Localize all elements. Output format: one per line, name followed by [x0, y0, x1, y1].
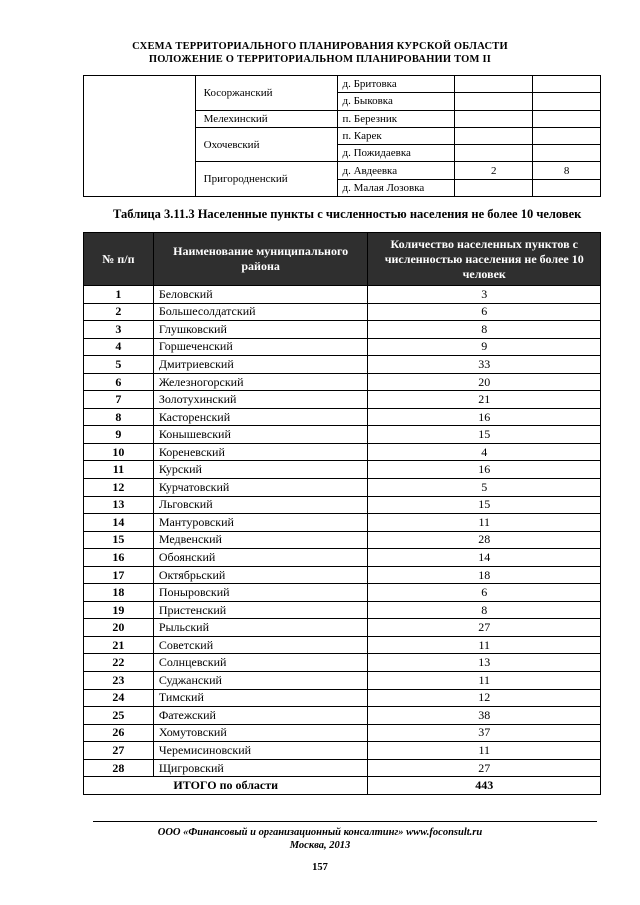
- row-district: Медвенский: [153, 531, 368, 549]
- district-name: Охочевский: [195, 127, 337, 162]
- row-count: 4: [368, 443, 601, 461]
- table-row: [84, 531, 601, 549]
- document-footer: [0, 826, 640, 852]
- table-row: [84, 549, 601, 567]
- row-count: 5: [368, 479, 601, 497]
- table-row: [84, 566, 601, 584]
- header-district: Наименование муниципального района: [153, 233, 368, 286]
- table-row: [84, 426, 601, 444]
- row-district: Дмитриевский: [153, 356, 368, 374]
- row-number: 3: [84, 321, 154, 339]
- village-count-2: 8: [533, 162, 601, 179]
- village-name: п. Березник: [337, 110, 455, 127]
- table-row: [84, 584, 601, 602]
- row-count: 11: [368, 636, 601, 654]
- row-district: Льговский: [153, 496, 368, 514]
- table-row: [84, 636, 601, 654]
- row-district: Фатежский: [153, 707, 368, 725]
- table-caption: Таблица 3.11.3 Населенные пункты с численностью населения не более 10 человек: [113, 207, 582, 221]
- row-count: 37: [368, 724, 601, 742]
- row-count: 21: [368, 391, 601, 409]
- table-row: [84, 742, 601, 760]
- settlements-continuation-table: [83, 75, 601, 197]
- row-district: Октябрьский: [153, 566, 368, 584]
- footer-line-2: Москва, 2013: [289, 840, 351, 851]
- village-count-1: [455, 110, 533, 127]
- village-count-1: [455, 145, 533, 162]
- row-district: Обоянский: [153, 549, 368, 567]
- table-row: [84, 408, 601, 426]
- table-row: [84, 373, 601, 391]
- row-number: 14: [84, 514, 154, 532]
- row-number: 7: [84, 391, 154, 409]
- row-district: Золотухинский: [153, 391, 368, 409]
- row-district: Курчатовский: [153, 479, 368, 497]
- total-label: ИТОГО по области: [84, 777, 368, 795]
- document-header: [0, 40, 640, 66]
- page-number: 157: [312, 862, 328, 873]
- row-count: 16: [368, 408, 601, 426]
- row-district: Большесолдатский: [153, 303, 368, 321]
- row-count: 27: [368, 759, 601, 777]
- village-name: д. Быковка: [337, 93, 455, 110]
- row-district: Глушковский: [153, 321, 368, 339]
- table-row: [84, 689, 601, 707]
- table-row: [84, 286, 601, 304]
- header-row: [84, 233, 601, 286]
- village-count-1: [455, 93, 533, 110]
- row-number: 9: [84, 426, 154, 444]
- row-district: Конышевский: [153, 426, 368, 444]
- table-row: [84, 338, 601, 356]
- header-count: Количество населенных пунктов с численностью населения не более 10 человек: [368, 233, 601, 286]
- row-district: Железногорский: [153, 373, 368, 391]
- row-number: 19: [84, 601, 154, 619]
- row-number: 4: [84, 338, 154, 356]
- table-row: [84, 496, 601, 514]
- row-count: 15: [368, 496, 601, 514]
- village-name: п. Карек: [337, 127, 455, 144]
- table-row: [84, 654, 601, 672]
- row-count: 18: [368, 566, 601, 584]
- row-number: 15: [84, 531, 154, 549]
- header-line-2: ПОЛОЖЕНИЕ О ТЕРРИТОРИАЛЬНОМ ПЛАНИРОВАНИИ ТОМ II: [148, 54, 492, 65]
- village-count-1: 2: [455, 162, 533, 179]
- footer-line-1: ООО «Финансовый и организационный консалтинг» www.foconsult.ru: [157, 827, 483, 838]
- row-number: 11: [84, 461, 154, 479]
- row-number: 10: [84, 443, 154, 461]
- table-row: [84, 514, 601, 532]
- village-count-1: [455, 76, 533, 93]
- table-row: [84, 724, 601, 742]
- table-row: [84, 443, 601, 461]
- table-row: [84, 356, 601, 374]
- row-count: 38: [368, 707, 601, 725]
- row-district: Мантуровский: [153, 514, 368, 532]
- row-district: Щигровский: [153, 759, 368, 777]
- row-number: 6: [84, 373, 154, 391]
- row-count: 6: [368, 303, 601, 321]
- village-count-1: [455, 179, 533, 196]
- row-number: 22: [84, 654, 154, 672]
- district-name: Пригородненский: [195, 162, 337, 197]
- row-district: Солнцевский: [153, 654, 368, 672]
- row-count: 20: [368, 373, 601, 391]
- row-number: 1: [84, 286, 154, 304]
- village-name: д. Малая Лозовка: [337, 179, 455, 196]
- table-row: [84, 619, 601, 637]
- footer-divider: [93, 821, 597, 822]
- village-count-2: [533, 145, 601, 162]
- row-count: 15: [368, 426, 601, 444]
- table-row: [84, 461, 601, 479]
- row-count: 9: [368, 338, 601, 356]
- row-count: 11: [368, 514, 601, 532]
- row-district: Горшеченский: [153, 338, 368, 356]
- row-count: 8: [368, 321, 601, 339]
- table-row: [84, 321, 601, 339]
- row-count: 11: [368, 672, 601, 690]
- row-number: 21: [84, 636, 154, 654]
- row-count: 12: [368, 689, 601, 707]
- table-row: [84, 672, 601, 690]
- row-number: 12: [84, 479, 154, 497]
- row-district: Суджанский: [153, 672, 368, 690]
- total-value: 443: [368, 777, 601, 795]
- row-count: 14: [368, 549, 601, 567]
- row-number: 28: [84, 759, 154, 777]
- row-district: Тимский: [153, 689, 368, 707]
- row-number: 16: [84, 549, 154, 567]
- table-row: [84, 479, 601, 497]
- table-row: [84, 707, 601, 725]
- row-count: 33: [368, 356, 601, 374]
- district-name: Мелехинский: [195, 110, 337, 127]
- row-district: Курский: [153, 461, 368, 479]
- village-count-2: [533, 76, 601, 93]
- row-district: Хомутовский: [153, 724, 368, 742]
- village-count-2: [533, 110, 601, 127]
- row-number: 20: [84, 619, 154, 637]
- row-number: 24: [84, 689, 154, 707]
- row-number: 27: [84, 742, 154, 760]
- row-number: 17: [84, 566, 154, 584]
- village-count-1: [455, 127, 533, 144]
- row-district: Кореневский: [153, 443, 368, 461]
- blank-cell: [84, 76, 196, 197]
- row-number: 2: [84, 303, 154, 321]
- row-district: Беловский: [153, 286, 368, 304]
- row-count: 27: [368, 619, 601, 637]
- row-district: Пристенский: [153, 601, 368, 619]
- row-number: 18: [84, 584, 154, 602]
- table-row: [84, 303, 601, 321]
- row-count: 8: [368, 601, 601, 619]
- row-count: 11: [368, 742, 601, 760]
- row-count: 3: [368, 286, 601, 304]
- village-name: д. Авдеевка: [337, 162, 455, 179]
- row-count: 16: [368, 461, 601, 479]
- row-district: Рыльский: [153, 619, 368, 637]
- table-row: [84, 759, 601, 777]
- top-table-row: [84, 76, 601, 93]
- table-row: [84, 601, 601, 619]
- district-name: Косоржанский: [195, 76, 337, 111]
- header-num: № п/п: [84, 233, 154, 286]
- row-district: Касторенский: [153, 408, 368, 426]
- row-count: 28: [368, 531, 601, 549]
- row-number: 13: [84, 496, 154, 514]
- row-district: Советский: [153, 636, 368, 654]
- row-count: 13: [368, 654, 601, 672]
- settlements-table: [83, 232, 601, 795]
- row-district: Черемисиновский: [153, 742, 368, 760]
- table-row: [84, 391, 601, 409]
- row-number: 8: [84, 408, 154, 426]
- village-count-2: [533, 127, 601, 144]
- header-line-1: СХЕМА ТЕРРИТОРИАЛЬНОГО ПЛАНИРОВАНИЯ КУРСКОЙ ОБЛАСТИ: [132, 41, 508, 52]
- row-district: Поныровский: [153, 584, 368, 602]
- row-count: 6: [368, 584, 601, 602]
- row-number: 5: [84, 356, 154, 374]
- village-count-2: [533, 93, 601, 110]
- row-number: 25: [84, 707, 154, 725]
- village-count-2: [533, 179, 601, 196]
- village-name: д. Бритовка: [337, 76, 455, 93]
- total-row: [84, 777, 601, 795]
- village-name: д. Пожидаевка: [337, 145, 455, 162]
- row-number: 23: [84, 672, 154, 690]
- row-number: 26: [84, 724, 154, 742]
